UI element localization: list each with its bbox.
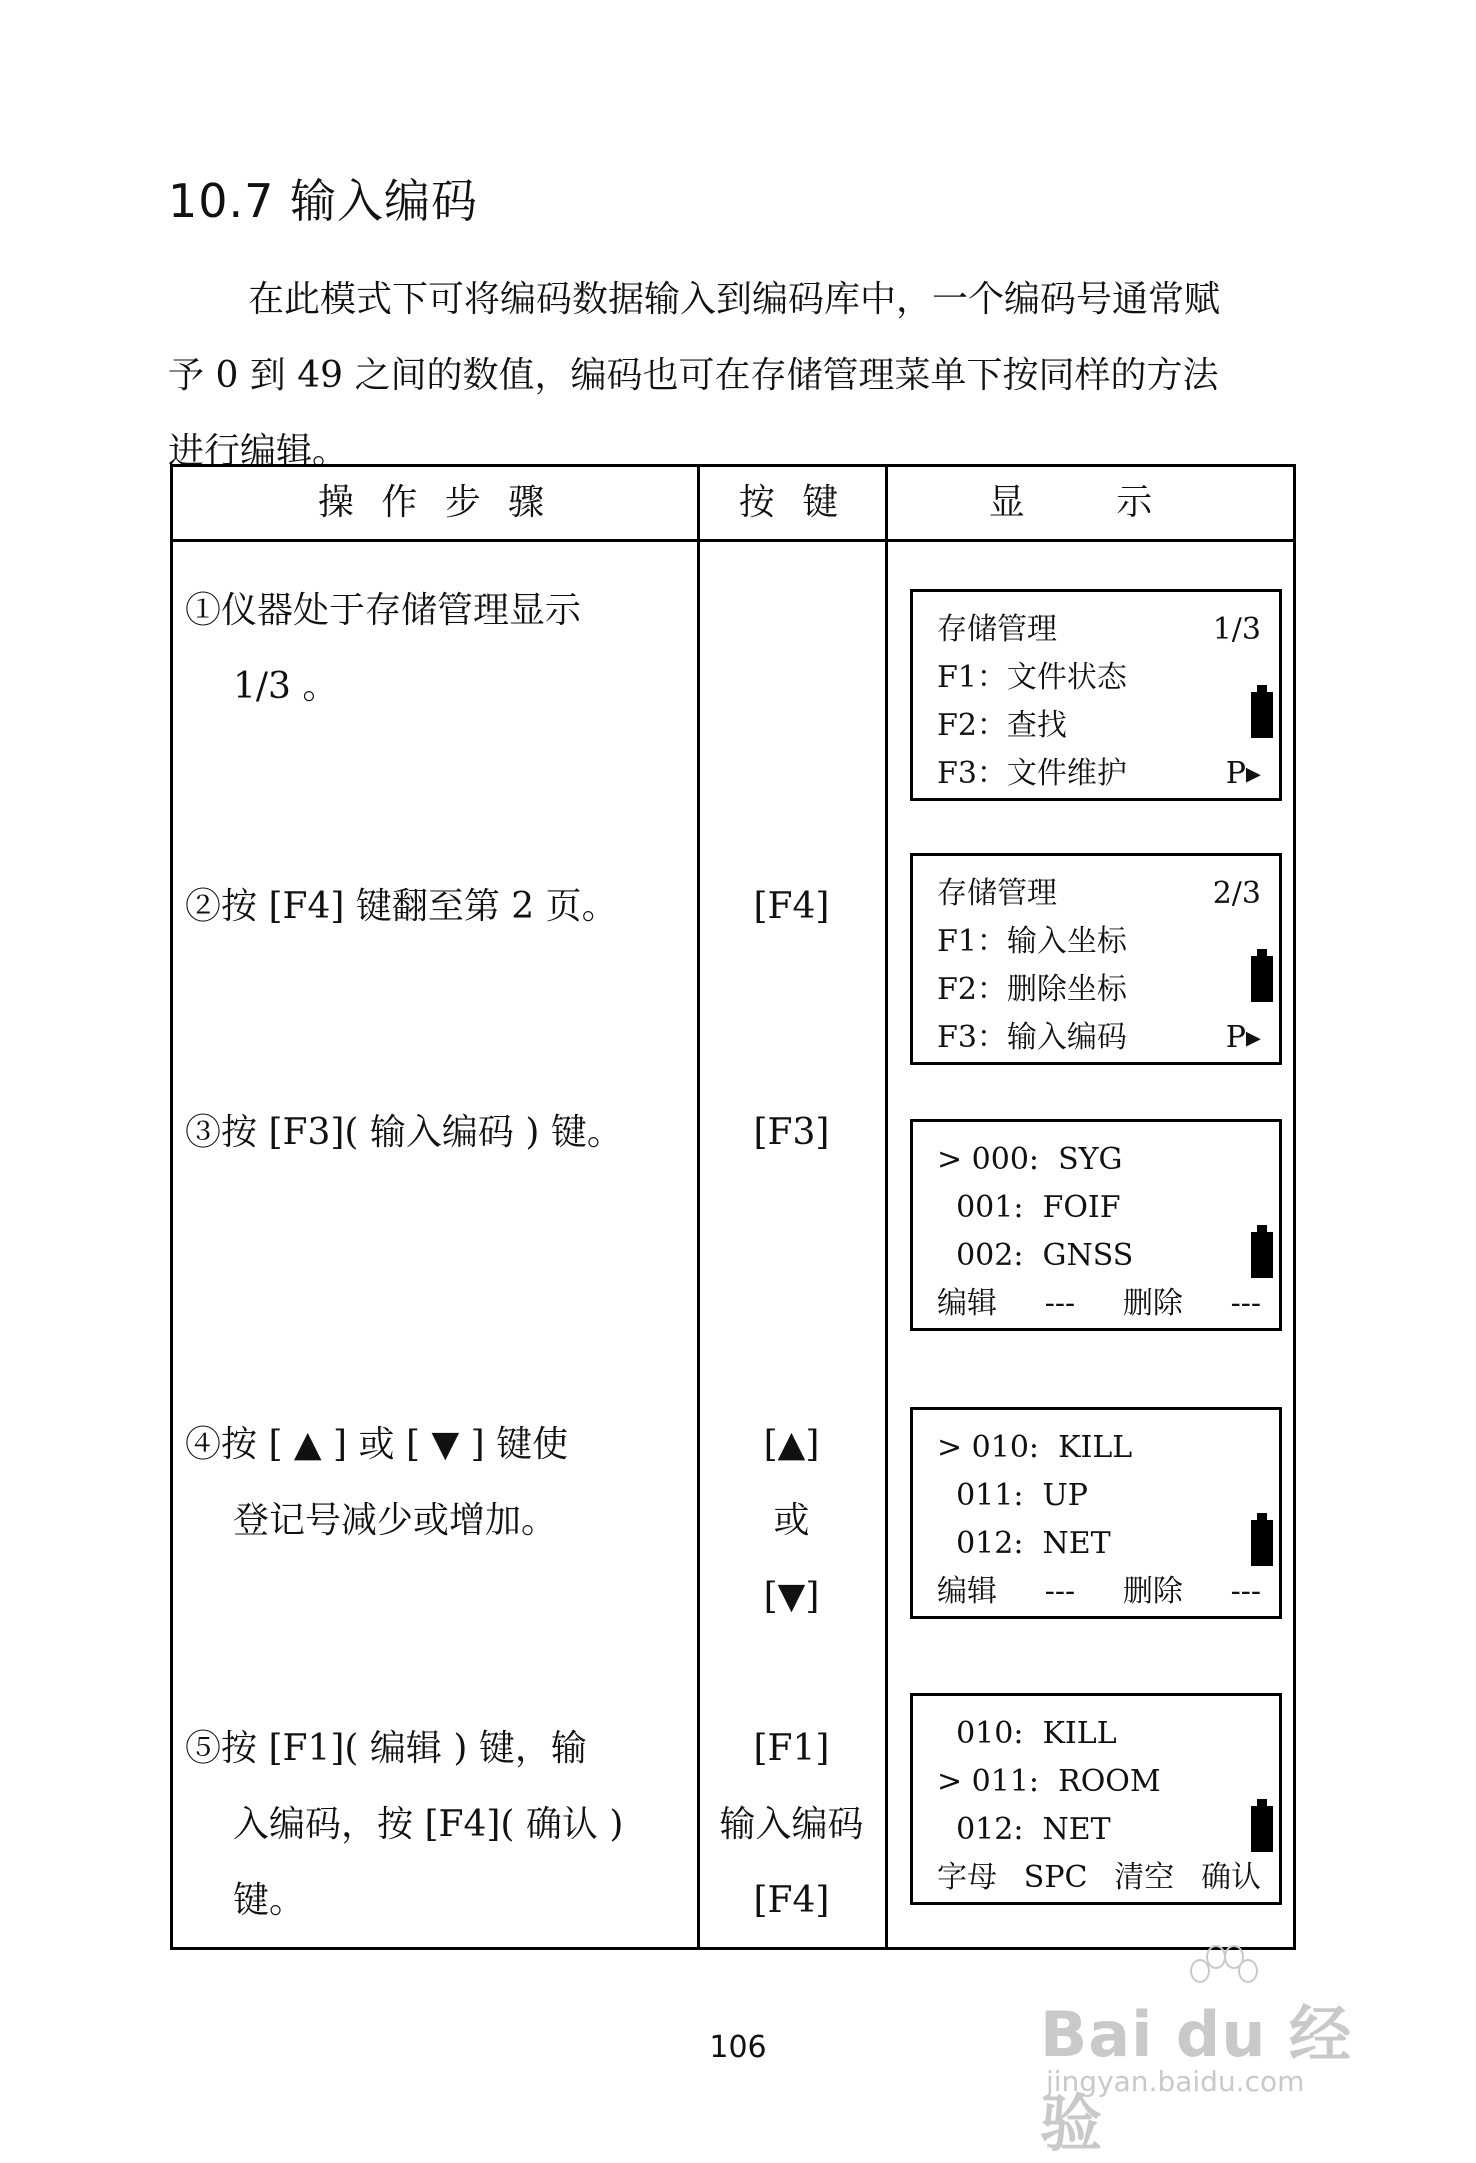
lcd-line: F2：删除坐标: [937, 972, 1127, 1007]
column-divider: [885, 467, 888, 1947]
intro-paragraph: [168, 262, 1348, 490]
step-2: [185, 869, 695, 945]
lcd-page-arrow: P▸: [1225, 756, 1261, 791]
lcd-line: F1：输入坐标: [937, 924, 1127, 959]
key-label: 输入编码: [719, 1804, 864, 1845]
step-text: ①仪器处于存储管理显示: [185, 590, 582, 631]
softkey-label: ---: [1044, 1574, 1076, 1609]
step-text: ④按 [ ▲ ] 或 [ ▼ ] 键使: [185, 1424, 569, 1465]
softkey-label: 字母: [937, 1860, 997, 1895]
lcd-line: 002: GNSS: [937, 1238, 1134, 1273]
softkey-label: ---: [1044, 1286, 1076, 1321]
lcd-screen-2: [910, 853, 1282, 1065]
step-text: 键。: [233, 1880, 306, 1921]
softkey-label: 编辑: [937, 1286, 997, 1321]
step-text: 登记号减少或增加。: [233, 1500, 558, 1541]
softkey-label: ---: [1230, 1574, 1261, 1609]
softkey-label: 删除: [1122, 1574, 1183, 1609]
lcd-screen-4: [910, 1407, 1282, 1619]
intro-line: 在此模式下可将编码数据输入到编码库中，一个编码号通常赋: [248, 279, 1221, 320]
step-text: 1/3 。: [233, 666, 339, 707]
lcd-line: 012: NET: [937, 1526, 1111, 1561]
lcd-softkeys: [937, 1280, 1261, 1328]
lcd-line: 存储管理: [937, 876, 1057, 911]
key-label: [▲]: [763, 1424, 820, 1465]
step-text: 入编码，按 [F4]( 确认 ): [233, 1804, 624, 1845]
softkey-label: 编辑: [937, 1574, 997, 1609]
lcd-page-indicator: 1/3: [1212, 612, 1261, 647]
softkey-label: 确认: [1201, 1860, 1261, 1895]
key-label: [F4]: [753, 1880, 830, 1921]
intro-line: 予 0 到 49 之间的数值，编码也可在存储管理菜单下按同样的方法: [168, 355, 1219, 396]
header-divider: [173, 539, 1293, 542]
key-label: [F3]: [753, 1112, 830, 1153]
header-keys: 按 键: [738, 482, 847, 523]
section-number: 10.7: [168, 174, 275, 228]
step-3: [185, 1095, 695, 1171]
watermark-brand: Bai du 经验: [1040, 1998, 1353, 2160]
keys-4: [699, 1407, 884, 1635]
section-title: [168, 165, 478, 231]
lcd-line: F2：查找: [937, 708, 1067, 743]
lcd-line: 存储管理: [937, 612, 1057, 647]
lcd-line: F3：文件维护: [937, 756, 1127, 791]
step-4: [185, 1407, 695, 1559]
step-text: ⑤按 [F1]( 编辑 ) 键，输: [185, 1728, 587, 1769]
intro-line: 进行编辑。: [168, 431, 349, 472]
step-1: [185, 573, 695, 725]
lcd-line: 011: UP: [937, 1478, 1088, 1513]
step-text: ②按 [F4] 键翻至第 2 页。: [185, 886, 618, 927]
lcd-page-indicator: 2/3: [1212, 876, 1261, 911]
lcd-line: > 010: KILL: [937, 1430, 1133, 1465]
watermark-url: jingyan.baidu.com: [1046, 2065, 1305, 2098]
lcd-line: 012: NET: [937, 1812, 1111, 1847]
header-steps: 操 作 步 骤: [317, 482, 553, 523]
lcd-line: F3：输入编码: [937, 1020, 1127, 1055]
lcd-line: 001: FOIF: [937, 1190, 1121, 1225]
step-text: ③按 [F3]( 输入编码 ) 键。: [185, 1112, 623, 1153]
battery-icon: [1251, 956, 1273, 1002]
step-5: [185, 1711, 695, 1939]
lcd-screen-1: [910, 589, 1282, 801]
key-label: [F4]: [753, 886, 830, 927]
key-label: [F1]: [753, 1728, 830, 1769]
keys-3: [699, 1095, 884, 1171]
key-label: 或: [773, 1500, 810, 1541]
key-label: [▼]: [763, 1576, 820, 1617]
lcd-page-arrow: P▸: [1225, 1020, 1261, 1055]
lcd-softkeys: [937, 1568, 1261, 1616]
lcd-screen-3: [910, 1119, 1282, 1331]
page-number: 106: [709, 2030, 767, 2065]
softkey-label: 删除: [1122, 1286, 1183, 1321]
softkey-label: 清空: [1114, 1860, 1175, 1895]
lcd-line: F1：文件状态: [937, 660, 1127, 695]
battery-icon: [1251, 1520, 1273, 1566]
keys-2: [699, 869, 884, 945]
battery-icon: [1251, 1232, 1273, 1278]
keys-5: [699, 1711, 884, 1939]
lcd-line: 010: KILL: [937, 1716, 1117, 1751]
battery-icon: [1251, 1806, 1273, 1852]
watermark: [1040, 1945, 1400, 2160]
softkey-label: SPC: [1023, 1860, 1088, 1895]
lcd-line: > 000: SYG: [937, 1142, 1123, 1177]
lcd-screen-5: [910, 1693, 1282, 1905]
section-name: 输入编码: [290, 174, 479, 228]
lcd-line: > 011: ROOM: [937, 1764, 1161, 1799]
softkey-label: ---: [1230, 1286, 1261, 1321]
lcd-softkeys: [937, 1854, 1261, 1902]
header-display: 显 示: [988, 482, 1193, 523]
procedure-table: [170, 464, 1296, 1950]
battery-icon: [1251, 692, 1273, 738]
